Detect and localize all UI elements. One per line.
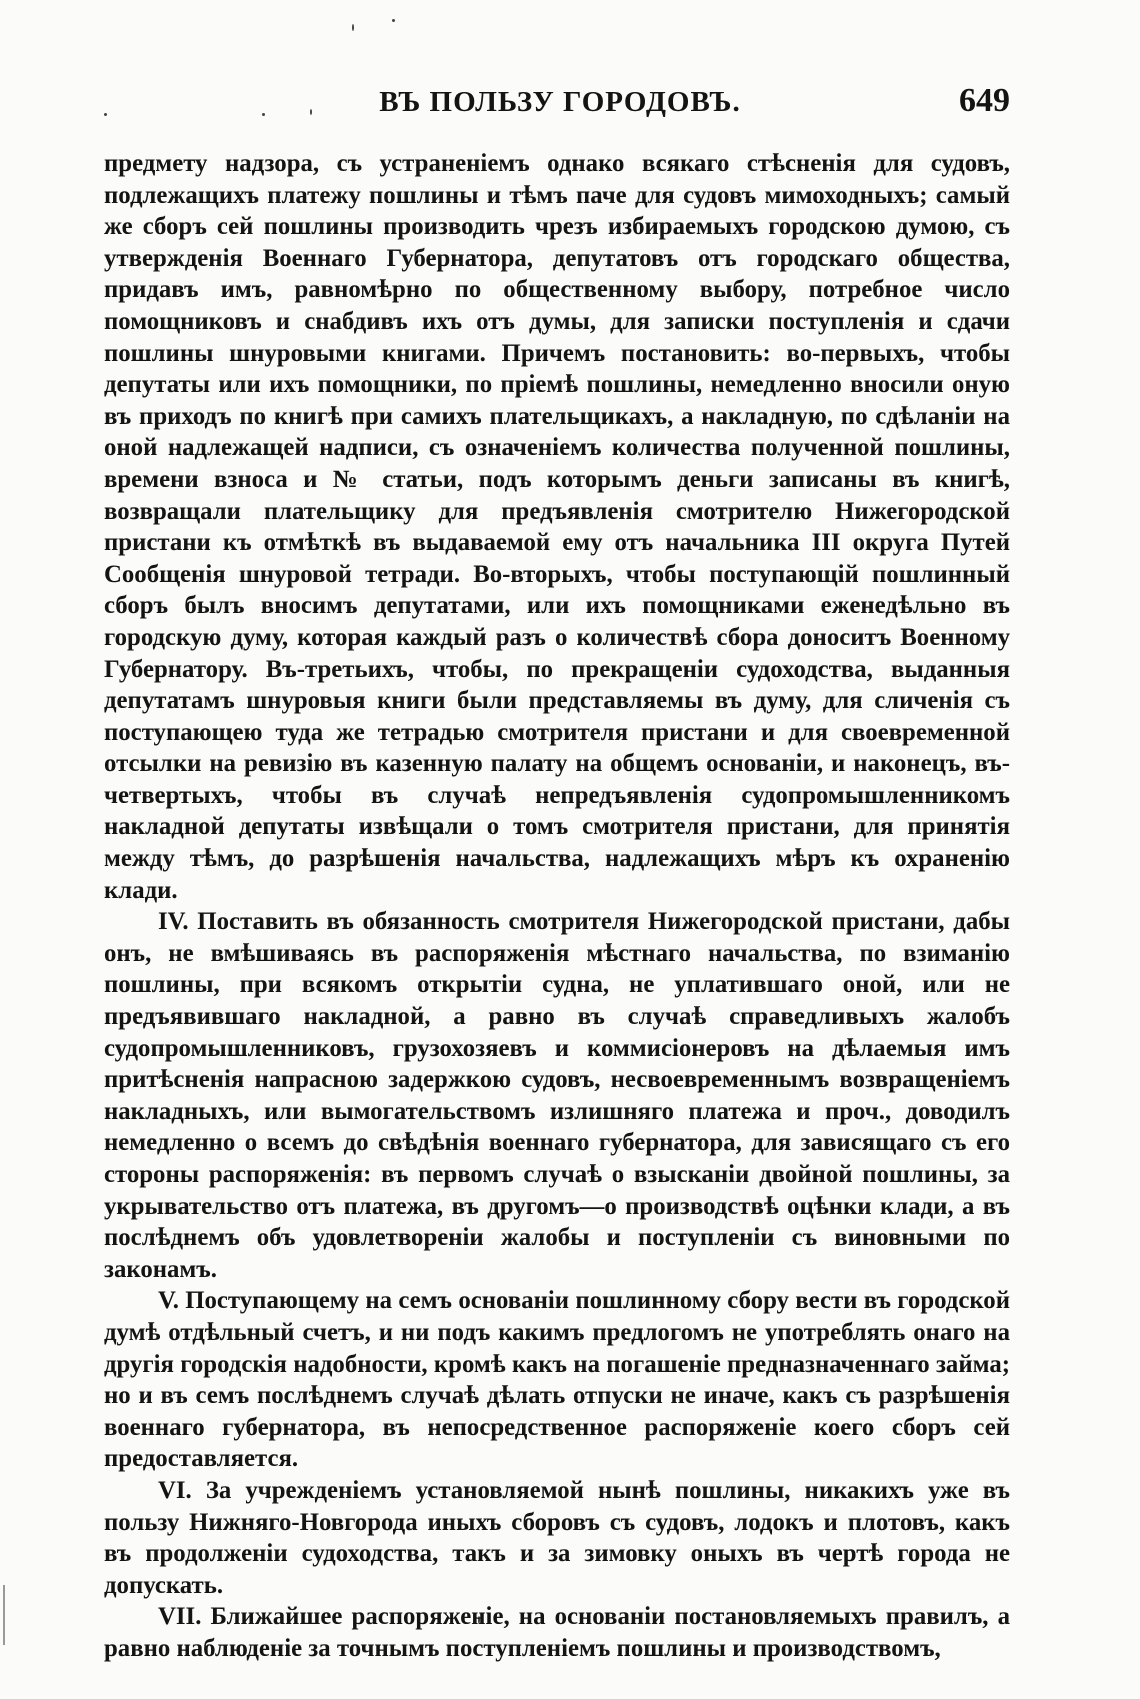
running-head xyxy=(100,82,1020,126)
running-title: ВЪ ПОЛЬЗУ ГОРОДОВЪ. xyxy=(379,86,741,118)
paragraph-section-iv: IV. Поставить въ обязанность смотрителя Нижегородской пристани, дабы онъ, не вмѣшиваясь въ распоряженія мѣстнаго начальства, по взиманію пошлины, при всякомъ открытіи судна, не уплатившаго оной, или не предъявившаго накладной, а равно въ случаѣ справедливыхъ жалобъ судопромышленниковъ, грузохозяевъ и коммисіонеровъ на дѣлаемыя имъ притѣсненія напрасною задержкою судовъ, несвоевременнымъ возвращеніемъ накладныхъ, или вымогательствомъ излишняго платежа и проч., доводилъ немедленно о всемъ до свѣдѣнія военнаго губернатора, для зависящаго съ его стороны распоряженія: въ первомъ случаѣ о взысканіи двойной пошлины, за укрывательство отъ платежа, въ другомъ—о производствѣ оцѣнки клади, а въ послѣднемъ объ удовлетвореніи жалобы и поступленіи съ виновными по законамъ. xyxy=(104,908,1010,1283)
page-number: 649 xyxy=(959,82,1010,119)
scan-speck xyxy=(352,24,354,31)
paragraph-section-vi: VI. За учрежденіемъ установляемой нынѣ пошлины, никакихъ уже въ пользу Нижняго-Новгорода иныхъ сборовъ съ судовъ, лодокъ и плотовъ, какъ въ продолженіи судоходства, такъ и за зимовку оныхъ въ чертѣ города не допускать. xyxy=(104,1476,1010,1599)
paragraph-section-v: V. Поступающему на семъ основаніи пошлинному сбору вести въ городской думѣ отдѣльный счетъ, и ни подъ какимъ предлогомъ не употреблять онаго на другія городскія надобности, кромѣ какъ на погашеніе предназначеннаго займа; но и въ семъ послѣднемъ случаѣ дѣлать отпуски не иначе, какъ съ разрѣшенія военнаго губернатора, въ непосредственное распоряженіе коего сборъ сей предоставляется. xyxy=(104,1287,1010,1473)
paragraph-section-vii: VII. Ближайшее распоряженіе, на основаніи постановляемыхъ правилъ, а равно наблюденіе за точнымъ поступленіемъ пошлины и производствомъ, xyxy=(104,1603,1010,1662)
body-text xyxy=(104,148,1010,1665)
scan-speck xyxy=(3,1585,5,1645)
paragraph-continuation: предмету надзора, съ устраненіемъ однако всякаго стѣсненія для судовъ, подлежащихъ платежу пошлины и тѣмъ паче для судовъ мимоходныхъ; самый же сборъ сей пошлины производить чрезъ избираемыхъ городскою думою, съ утвержденія Военнаго Губернатора, депутатовъ отъ городскаго общества, придавъ имъ, равномѣрно по общественному выбору, потребное число помощниковъ и снабдивъ ихъ отъ думы, для записки поступленія и сдачи пошлины шнуровыми книгами. Причемъ постановить: во-первыхъ, чтобы депутаты или ихъ помощники, по пріемѣ пошлины, немедленно вносили оную въ приходъ по книгѣ при самихъ плательщикахъ, а накладную, по сдѣланіи на оной надлежащей надписи, съ означеніемъ количества полученной пошлины, времени взноса и № статьи, подъ которымъ деньги записаны въ книгѣ, возвращали плательщику для предъявленія смотрителю Нижегородской пристани къ отмѣткѣ въ выдаваемой ему отъ начальника III округа Путей Сообщенія шнуровой тетради. Во-вторыхъ, чтобы поступающій пошлинный сборъ былъ вносимъ депутатами, или ихъ помощниками еженедѣльно въ городскую думу, которая каждый разъ о количествѣ сбора доноситъ Военному Губернатору. Въ-третьихъ, чтобы, по прекращеніи судоходства, выданныя депутатамъ шнуровыя книги были представляемы въ думу, для сличенія съ поступающею туда же тетрадью смотрителя пристани и для своевременной отсылки на ревизію въ казенную палату на общемъ основаніи, и наконецъ, въ-четвертыхъ, чтобы въ случаѣ непредъявленія судопромышленникомъ накладной депутаты извѣщали о томъ смотрителя пристани, для принятія между тѣмъ, до разрѣшенія начальства, надлежащихъ мѣръ къ охраненію клади. xyxy=(104,150,1010,904)
scan-speck xyxy=(392,19,395,22)
